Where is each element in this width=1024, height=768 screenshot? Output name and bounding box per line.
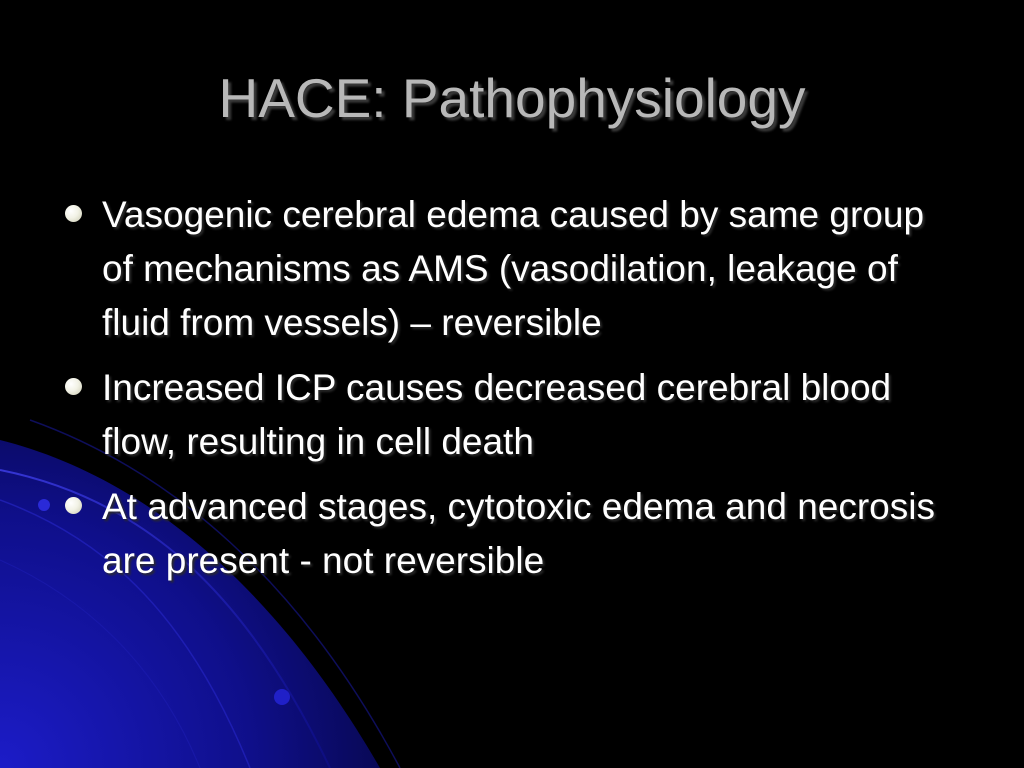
bullet-text: Increased ICP causes decreased cerebral blood flow, resulting in cell death [102,367,892,462]
bullet-item [62,480,962,588]
bullet-dot-icon [65,378,82,395]
blue-orb-dot [38,499,50,511]
blue-orb-dot [274,689,290,705]
bullet-item [62,188,962,350]
bullet-text: At advanced stages, cytotoxic edema and necrosis are present - not reversible [102,486,935,581]
bullet-dot-icon [65,497,82,514]
bullet-dot-icon [65,205,82,222]
bullet-item [62,361,962,469]
bullet-list [62,188,962,599]
bullet-text: Vasogenic cerebral edema caused by same group of mechanisms as AMS (vasodilation, leakage of fluid from vessels) – reversible [102,194,925,343]
slide-title: HACE: Pathophysiology [218,67,806,129]
